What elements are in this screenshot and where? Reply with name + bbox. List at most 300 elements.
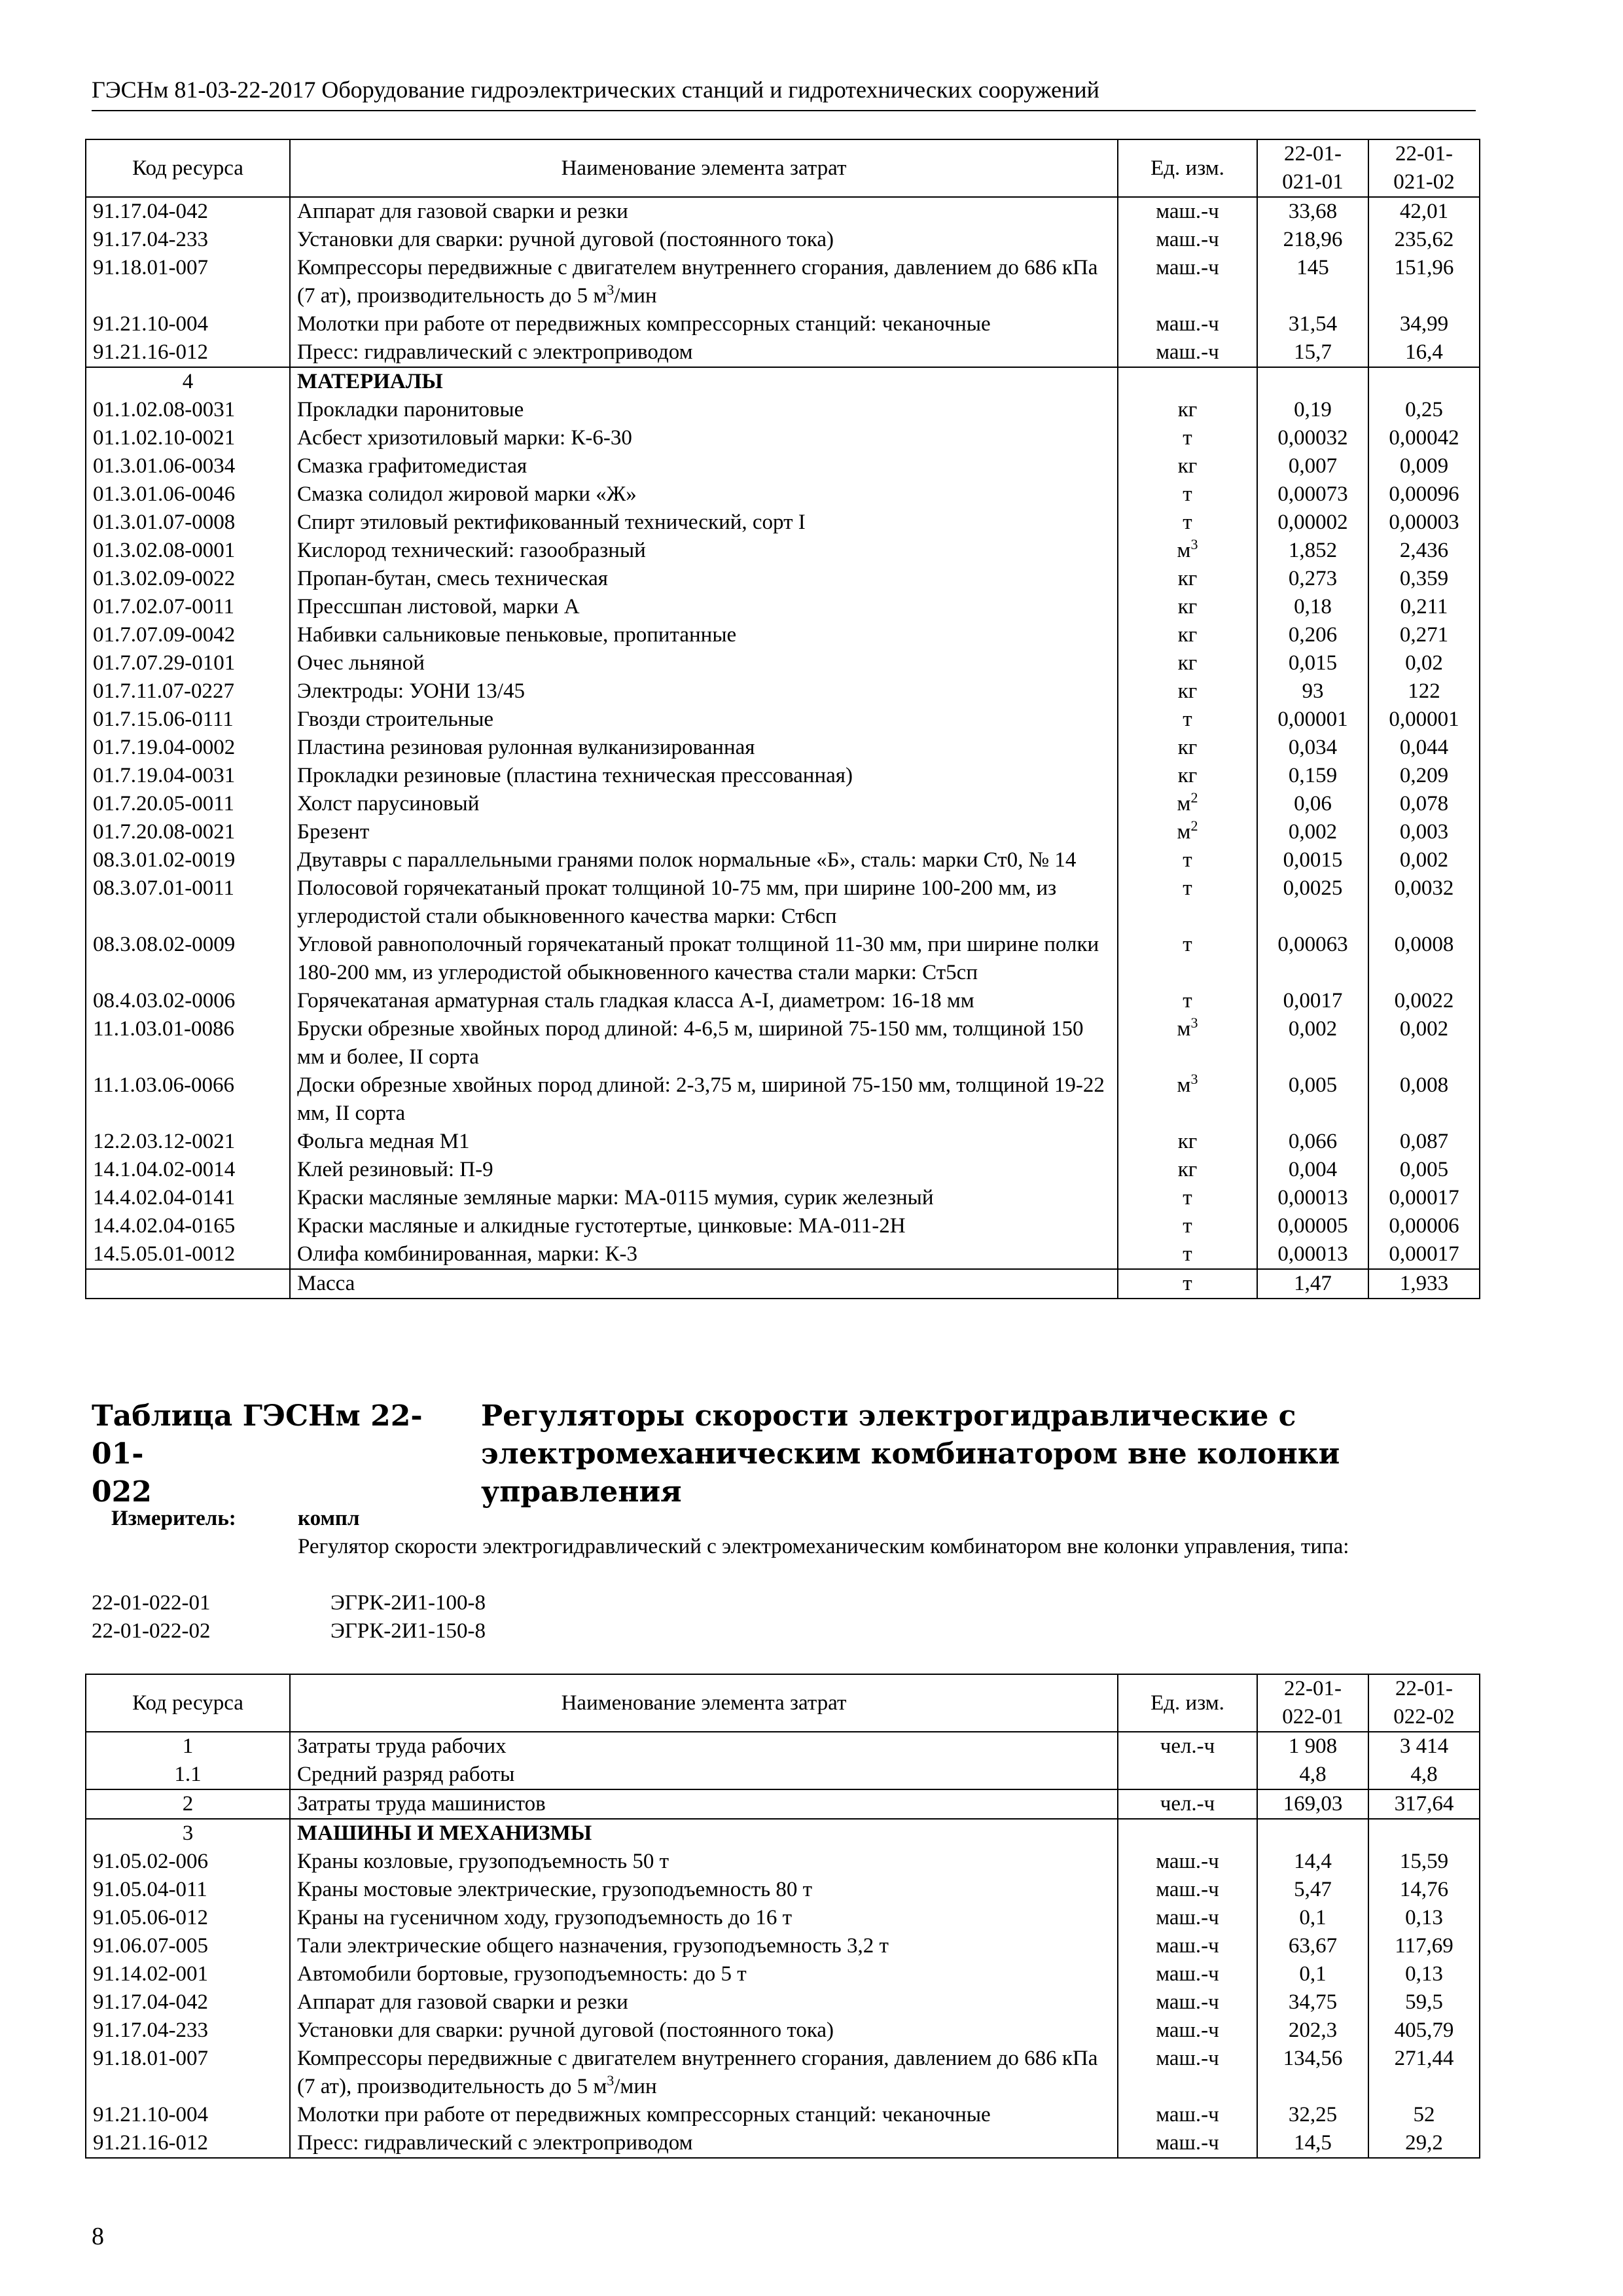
table-heading-title-line2: электромеханическим комбинатором вне колонки управления [481, 1437, 1340, 1509]
resource-name: Краски масляные и алкидные густотертые, цинковые: МА-011-2Н [290, 1212, 1118, 1240]
norm-value-1: 0,18 [1257, 593, 1368, 621]
norm-value-1: 0,002 [1257, 818, 1368, 846]
resource-code: 11.1.03.06-0066 [86, 1071, 290, 1128]
header-norm-2-bottom: 021-02 [1393, 170, 1455, 194]
table-row [86, 2045, 1480, 2101]
norm-value-2: 0,00042 [1368, 424, 1480, 452]
norm-value-2: 0,078 [1368, 790, 1480, 818]
table-row [86, 846, 1480, 874]
superscript: 3 [1190, 536, 1198, 552]
table-heading-label [92, 1397, 458, 1511]
resource-unit: $м^3$ [1118, 537, 1257, 565]
resource-code: 91.17.04-233 [86, 2017, 290, 2045]
section-row-materials [86, 367, 1480, 396]
resource-unit: маш.-ч [1118, 197, 1257, 226]
norm-value-2: 15,59 [1368, 1848, 1480, 1876]
resource-unit: маш.-ч [1118, 2129, 1257, 2158]
resource-unit: маш.-ч [1118, 1960, 1257, 1988]
table-row [86, 226, 1480, 254]
norm-value-2: 0,00017 [1368, 1184, 1480, 1212]
norm-value-2: 235,62 [1368, 226, 1480, 254]
resource-code: 01.3.01.07-0008 [86, 509, 290, 537]
variant-type: ЭГРК-2И1-150-8 [330, 1619, 486, 1643]
norm-value-1: 0,005 [1257, 1071, 1368, 1128]
norm-value-1: 0,206 [1257, 621, 1368, 649]
resource-code: 01.7.07.29-0101 [86, 649, 290, 677]
table-row [86, 1128, 1480, 1156]
grade-row [86, 1761, 1480, 1789]
header-code: Код ресурса [86, 139, 290, 197]
grade-number: 1.1 [86, 1761, 290, 1789]
norm-value-2: 0,002 [1368, 1015, 1480, 1071]
resource-name: Автомобили бортовые, грузоподъемность: до 5 т [290, 1960, 1118, 1988]
table-row [86, 1848, 1480, 1876]
norm-value-2: 42,01 [1368, 197, 1480, 226]
resource-name: Гвозди строительные [290, 706, 1118, 734]
table-row [86, 1240, 1480, 1269]
table-row [86, 2101, 1480, 2129]
norm-value-1: 0,06 [1257, 790, 1368, 818]
norm-value-1: 0,00001 [1257, 706, 1368, 734]
resource-code: 91.05.06-012 [86, 1904, 290, 1932]
operators-unit: чел.-ч [1118, 1789, 1257, 1819]
resource-unit: т [1118, 1184, 1257, 1212]
resource-code: 01.1.02.08-0031 [86, 396, 290, 424]
norm-value-2: 271,44 [1368, 2045, 1480, 2101]
running-title: ГЭСНм 81-03-22-2017 Оборудование гидроэлектрических станций и гидротехнических сооружений [92, 73, 1476, 111]
section-number: 4 [86, 367, 290, 396]
resource-code: 01.3.02.08-0001 [86, 537, 290, 565]
norm-value-1: 0,0025 [1257, 874, 1368, 931]
norm-value-2: 122 [1368, 677, 1480, 706]
header-unit: Ед. изм. [1118, 139, 1257, 197]
norm-value-1: 34,75 [1257, 1988, 1368, 2017]
resource-code: 91.21.10-004 [86, 310, 290, 338]
resource-code: 01.7.07.09-0042 [86, 621, 290, 649]
norm-value-2: 0,0032 [1368, 874, 1480, 931]
norm-value-2: 0,13 [1368, 1904, 1480, 1932]
resource-code: 01.7.20.05-0011 [86, 790, 290, 818]
resource-unit: кг [1118, 452, 1257, 480]
norm-value-2: 0,00096 [1368, 480, 1480, 509]
resource-name: Прессшпан листовой, марки А [290, 593, 1118, 621]
resource-code: 14.1.04.02-0014 [86, 1156, 290, 1184]
resource-name: Фольга медная М1 [290, 1128, 1118, 1156]
resource-unit: маш.-ч [1118, 1904, 1257, 1932]
norm-value-1: 0,002 [1257, 1015, 1368, 1071]
mass-unit: т [1118, 1269, 1257, 1299]
resource-unit: т [1118, 1212, 1257, 1240]
norm-value-1: 134,56 [1257, 2045, 1368, 2101]
mass-code [86, 1269, 290, 1299]
norm-value-2: 405,79 [1368, 2017, 1480, 2045]
table-heading-title [481, 1397, 1479, 1511]
resource-name: Двутавры с параллельными гранями полок нормальные «Б», сталь: марки Ст0, № 14 [290, 846, 1118, 874]
superscript: 3 [607, 281, 615, 298]
resource-unit: кг [1118, 734, 1257, 762]
resource-code: 14.4.02.04-0165 [86, 1212, 290, 1240]
table-row [86, 197, 1480, 226]
table-row [86, 987, 1480, 1015]
resource-unit: т [1118, 1240, 1257, 1269]
resource-code: 01.3.01.06-0046 [86, 480, 290, 509]
resource-unit: маш.-ч [1118, 2017, 1257, 2045]
norm-value-1: 0,1 [1257, 1960, 1368, 1988]
header-norm-2-top: 22-01- [1395, 1677, 1453, 1700]
superscript: 3 [1190, 1014, 1198, 1031]
norm-value-1: 5,47 [1257, 1876, 1368, 1904]
resource-unit: $м^2$ [1118, 790, 1257, 818]
resource-code: 91.14.02-001 [86, 1960, 290, 1988]
resource-name: Краски масляные земляные марки: МА-0115 мумия, сурик железный [290, 1184, 1118, 1212]
header-norm-2 [1368, 139, 1480, 197]
norm-value-1: 0,19 [1257, 396, 1368, 424]
table-row [86, 452, 1480, 480]
resource-code: 01.7.19.04-0002 [86, 734, 290, 762]
norm-value-1: 14,4 [1257, 1848, 1368, 1876]
norm-value-2: 14,76 [1368, 1876, 1480, 1904]
header-norm-1 [1257, 1674, 1368, 1732]
norm-value-1: 0,00013 [1257, 1240, 1368, 1269]
norm-value-1: 0,007 [1257, 452, 1368, 480]
operators-number: 2 [86, 1789, 290, 1819]
resource-unit: маш.-ч [1118, 1988, 1257, 2017]
table-row [86, 1904, 1480, 1932]
resource-unit: т [1118, 424, 1257, 452]
resource-unit: $м^3$ [1118, 1015, 1257, 1071]
norm-value-1: 15,7 [1257, 338, 1368, 367]
table-header-row [86, 1674, 1480, 1732]
table-row [86, 762, 1480, 790]
norm-value-2: 117,69 [1368, 1932, 1480, 1960]
grade-name: Средний разряд работы [290, 1761, 1118, 1789]
table-row [86, 1988, 1480, 2017]
superscript: 3 [607, 2072, 615, 2089]
norm-value-1: 14,5 [1257, 2129, 1368, 2158]
resource-unit: т [1118, 874, 1257, 931]
table-row [86, 1156, 1480, 1184]
norm-value-1: 218,96 [1257, 226, 1368, 254]
resource-name: Смазка графитомедистая [290, 452, 1118, 480]
resource-code: 91.05.04-011 [86, 1876, 290, 1904]
resource-code: 91.06.07-005 [86, 1932, 290, 1960]
norm-value-1: 202,3 [1257, 2017, 1368, 2045]
norm-value-2: 0,008 [1368, 1071, 1480, 1128]
table-row [86, 818, 1480, 846]
resource-unit: т [1118, 706, 1257, 734]
resource-code: 91.05.02-006 [86, 1848, 290, 1876]
norm-value-2: 0,0008 [1368, 931, 1480, 987]
resource-name: Компрессоры передвижные с двигателем внутреннего сгорания, давлением до 686 кПа (7 ат), производительность до 5 $м^3$/мин [290, 254, 1118, 310]
table-row [86, 338, 1480, 367]
norm-value-1: 1,852 [1257, 537, 1368, 565]
norm-value-1: 0,034 [1257, 734, 1368, 762]
norm-value-2: 0,359 [1368, 565, 1480, 593]
norm-value-1: 63,67 [1257, 1932, 1368, 1960]
resource-name: Горячекатаная арматурная сталь гладкая класса А-I, диаметром: 16-18 мм [290, 987, 1118, 1015]
table-row [86, 537, 1480, 565]
header-norm-2-top: 22-01- [1395, 142, 1453, 166]
table-heading-label-line1: Таблица ГЭСНм 22-01- [92, 1399, 423, 1471]
resource-code: 91.17.04-042 [86, 197, 290, 226]
header-norm-1 [1257, 139, 1368, 197]
norm-value-2: 0,009 [1368, 452, 1480, 480]
header-norm-1-top: 22-01- [1284, 142, 1342, 166]
resource-name: Холст парусиновый [290, 790, 1118, 818]
labor-name: Затраты труда рабочих [290, 1732, 1118, 1761]
table-row [86, 1071, 1480, 1128]
resource-name: Спирт этиловый ректификованный технический, сорт I [290, 509, 1118, 537]
norm-value-2: 59,5 [1368, 1988, 1480, 2017]
labor-row [86, 1732, 1480, 1761]
table-row [86, 677, 1480, 706]
norm-value-2: 34,99 [1368, 310, 1480, 338]
resource-code: 91.21.10-004 [86, 2101, 290, 2129]
header-norm-2-bottom: 022-02 [1393, 1705, 1455, 1729]
norm-value-1: 93 [1257, 677, 1368, 706]
labor-value-1: 1 908 [1257, 1732, 1368, 1761]
section-title: МАШИНЫ И МЕХАНИЗМЫ [290, 1819, 1118, 1848]
resource-name: Краны козловые, грузоподъемность 50 т [290, 1848, 1118, 1876]
resource-code: 01.7.11.07-0227 [86, 677, 290, 706]
resource-name: Смазка солидол жировой марки «Ж» [290, 480, 1118, 509]
table-row [86, 874, 1480, 931]
header-name: Наименование элемента затрат [290, 139, 1118, 197]
resource-code: 14.4.02.04-0141 [86, 1184, 290, 1212]
resource-name: Угловой равнополочный горячекатаный прокат толщиной 11-30 мм, при ширине полки 180-200 мм, из углеродистой обыкновенного качества стали марки: Ст5сп [290, 931, 1118, 987]
resource-unit: кг [1118, 565, 1257, 593]
norm-value-1: 0,0015 [1257, 846, 1368, 874]
norm-value-2: 0,087 [1368, 1128, 1480, 1156]
norm-value-1: 32,25 [1257, 2101, 1368, 2129]
table-row [86, 1876, 1480, 1904]
norm-value-1: 0,004 [1257, 1156, 1368, 1184]
table-row [86, 424, 1480, 452]
resource-name: Прокладки паронитовые [290, 396, 1118, 424]
resource-unit: кг [1118, 677, 1257, 706]
superscript: 2 [1190, 817, 1198, 834]
norm-value-1: 0,00073 [1257, 480, 1368, 509]
header-unit: Ед. изм. [1118, 1674, 1257, 1732]
norm-value-2: 151,96 [1368, 254, 1480, 310]
resource-name: Компрессоры передвижные с двигателем внутреннего сгорания, давлением до 686 кПа (7 ат), производительность до 5 $м^3$/мин [290, 2045, 1118, 2101]
norm-value-2: 0,00006 [1368, 1212, 1480, 1240]
resource-code: 01.3.02.09-0022 [86, 565, 290, 593]
norm-value-1: 0,00032 [1257, 424, 1368, 452]
norm-value-2: 0,00003 [1368, 509, 1480, 537]
page-number: 8 [92, 2223, 104, 2250]
resource-unit: маш.-ч [1118, 254, 1257, 310]
norm-value-2: 0,209 [1368, 762, 1480, 790]
norm-value-2: 0,271 [1368, 621, 1480, 649]
resource-unit: маш.-ч [1118, 2045, 1257, 2101]
resource-name: Асбест хризотиловый марки: К-6-30 [290, 424, 1118, 452]
norm-value-2: 0,0022 [1368, 987, 1480, 1015]
resource-name: Установки для сварки: ручной дуговой (постоянного тока) [290, 226, 1118, 254]
resource-name: Тали электрические общего назначения, грузоподъемность 3,2 т [290, 1932, 1118, 1960]
resource-name: Установки для сварки: ручной дуговой (постоянного тока) [290, 2017, 1118, 2045]
resource-table-22-01-021 [85, 139, 1480, 1299]
table-row [86, 621, 1480, 649]
norm-value-2: 0,002 [1368, 846, 1480, 874]
resource-unit: т [1118, 509, 1257, 537]
section-number: 3 [86, 1819, 290, 1848]
resource-code: 91.18.01-007 [86, 2045, 290, 2101]
table-row [86, 1932, 1480, 1960]
norm-value-2: 29,2 [1368, 2129, 1480, 2158]
norm-value-1: 0,1 [1257, 1904, 1368, 1932]
norm-value-1: 0,00005 [1257, 1212, 1368, 1240]
resource-unit: маш.-ч [1118, 2101, 1257, 2129]
norm-value-2: 0,003 [1368, 818, 1480, 846]
norm-value-1: 0,273 [1257, 565, 1368, 593]
norm-value-2: 0,13 [1368, 1960, 1480, 1988]
grade-value-2: 4,8 [1368, 1761, 1480, 1789]
meter-label: Измеритель: [111, 1507, 236, 1530]
table-row [86, 734, 1480, 762]
resource-unit: кг [1118, 1156, 1257, 1184]
resource-unit: т [1118, 987, 1257, 1015]
resource-unit: т [1118, 846, 1257, 874]
resource-name: Кислород технический: газообразный [290, 537, 1118, 565]
operators-row [86, 1789, 1480, 1819]
norm-value-1: 0,00002 [1257, 509, 1368, 537]
operators-value-2: 317,64 [1368, 1789, 1480, 1819]
norm-value-2: 0,044 [1368, 734, 1480, 762]
resource-code: 91.17.04-042 [86, 1988, 290, 2017]
resource-code: 91.21.16-012 [86, 2129, 290, 2158]
norm-value-1: 0,00013 [1257, 1184, 1368, 1212]
resource-name: Прокладки резиновые (пластина техническая прессованная) [290, 762, 1118, 790]
norm-value-2: 0,005 [1368, 1156, 1480, 1184]
resource-code: 08.4.03.02-0006 [86, 987, 290, 1015]
resource-name: Пропан-бутан, смесь техническая [290, 565, 1118, 593]
resource-unit: маш.-ч [1118, 1848, 1257, 1876]
table-row [86, 480, 1480, 509]
norm-value-1: 0,015 [1257, 649, 1368, 677]
mass-label: Масса [290, 1269, 1118, 1299]
labor-unit: чел.-ч [1118, 1732, 1257, 1761]
table-row [86, 593, 1480, 621]
table-header-row [86, 139, 1480, 197]
variant-code: 22-01-022-02 [92, 1619, 211, 1643]
resource-code: 91.21.16-012 [86, 338, 290, 367]
resource-unit: маш.-ч [1118, 310, 1257, 338]
resource-name: Доски обрезные хвойных пород длиной: 2-3,75 м, шириной 75-150 мм, толщиной 19-22 мм, II сорта [290, 1071, 1118, 1128]
header-name: Наименование элемента затрат [290, 1674, 1118, 1732]
norm-value-1: 145 [1257, 254, 1368, 310]
resource-code: 01.7.15.06-0111 [86, 706, 290, 734]
labor-value-2: 3 414 [1368, 1732, 1480, 1761]
mass-value-2: 1,933 [1368, 1269, 1480, 1299]
norm-value-1: 33,68 [1257, 197, 1368, 226]
resource-table-22-01-022 [85, 1674, 1480, 2159]
table-row [86, 790, 1480, 818]
superscript: 2 [1190, 789, 1198, 806]
resource-name: Брезент [290, 818, 1118, 846]
resource-name: Олифа комбинированная, марки: К-3 [290, 1240, 1118, 1269]
labor-number: 1 [86, 1732, 290, 1761]
table-heading-label-line2: 022 [92, 1475, 152, 1509]
resource-name: Полосовой горячекатаный прокат толщиной 10-75 мм, при ширине 100-200 мм, из углеродистой стали обыкновенного качества марки: Ст6сп [290, 874, 1118, 931]
norm-value-2: 2,436 [1368, 537, 1480, 565]
header-norm-1-bottom: 021-01 [1282, 170, 1344, 194]
grade-value-1: 4,8 [1257, 1761, 1368, 1789]
resource-code: 01.7.20.08-0021 [86, 818, 290, 846]
resource-code: 91.17.04-233 [86, 226, 290, 254]
table-row [86, 310, 1480, 338]
norm-value-1: 0,00063 [1257, 931, 1368, 987]
resource-unit: $м^2$ [1118, 818, 1257, 846]
table-row [86, 1212, 1480, 1240]
resource-name: Краны на гусеничном ходу, грузоподъемность до 16 т [290, 1904, 1118, 1932]
table-row [86, 565, 1480, 593]
norm-value-2: 0,00001 [1368, 706, 1480, 734]
header-norm-1-top: 22-01- [1284, 1677, 1342, 1700]
resource-code: 08.3.01.02-0019 [86, 846, 290, 874]
superscript: 3 [1190, 1071, 1198, 1087]
resource-unit: кг [1118, 762, 1257, 790]
norm-value-2: 16,4 [1368, 338, 1480, 367]
mass-row [86, 1269, 1480, 1299]
resource-unit: маш.-ч [1118, 338, 1257, 367]
resource-unit: кг [1118, 396, 1257, 424]
resource-name: Пресс: гидравлический с электроприводом [290, 338, 1118, 367]
norm-value-1: 0,159 [1257, 762, 1368, 790]
resource-unit: маш.-ч [1118, 1932, 1257, 1960]
resource-unit: $м^3$ [1118, 1071, 1257, 1128]
resource-name: Молотки при работе от передвижных компрессорных станций: чеканочные [290, 310, 1118, 338]
norm-value-1: 31,54 [1257, 310, 1368, 338]
header-norm-1-bottom: 022-01 [1282, 1705, 1344, 1729]
table-row [86, 1015, 1480, 1071]
table-row [86, 649, 1480, 677]
resource-name: Очес льняной [290, 649, 1118, 677]
resource-name: Набивки сальниковые пеньковые, пропитанные [290, 621, 1118, 649]
resource-code: 91.18.01-007 [86, 254, 290, 310]
operators-value-1: 169,03 [1257, 1789, 1368, 1819]
table-row [86, 509, 1480, 537]
resource-code: 01.3.01.06-0034 [86, 452, 290, 480]
resource-name: Молотки при работе от передвижных компрессорных станций: чеканочные [290, 2101, 1118, 2129]
resource-name: Пластина резиновая рулонная вулканизированная [290, 734, 1118, 762]
resource-name: Электроды: УОНИ 13/45 [290, 677, 1118, 706]
norm-value-2: 0,25 [1368, 396, 1480, 424]
table-row [86, 2129, 1480, 2158]
table-row [86, 2017, 1480, 2045]
table-row [86, 706, 1480, 734]
resource-name: Пресс: гидравлический с электроприводом [290, 2129, 1118, 2158]
norm-value-2: 0,02 [1368, 649, 1480, 677]
section-title: МАТЕРИАЛЫ [290, 367, 1118, 396]
resource-code: 01.1.02.10-0021 [86, 424, 290, 452]
resource-name: Клей резиновый: П-9 [290, 1156, 1118, 1184]
resource-unit: т [1118, 480, 1257, 509]
resource-unit: маш.-ч [1118, 1876, 1257, 1904]
norm-value-2: 0,211 [1368, 593, 1480, 621]
table-row [86, 396, 1480, 424]
operators-name: Затраты труда машинистов [290, 1789, 1118, 1819]
header-norm-2 [1368, 1674, 1480, 1732]
header-code: Код ресурса [86, 1674, 290, 1732]
resource-unit: кг [1118, 649, 1257, 677]
resource-code: 08.3.08.02-0009 [86, 931, 290, 987]
grade-unit [1118, 1761, 1257, 1789]
variant-code: 22-01-022-01 [92, 1591, 211, 1615]
resource-code: 11.1.03.01-0086 [86, 1015, 290, 1071]
norm-value-1: 0,0017 [1257, 987, 1368, 1015]
resource-unit: маш.-ч [1118, 226, 1257, 254]
